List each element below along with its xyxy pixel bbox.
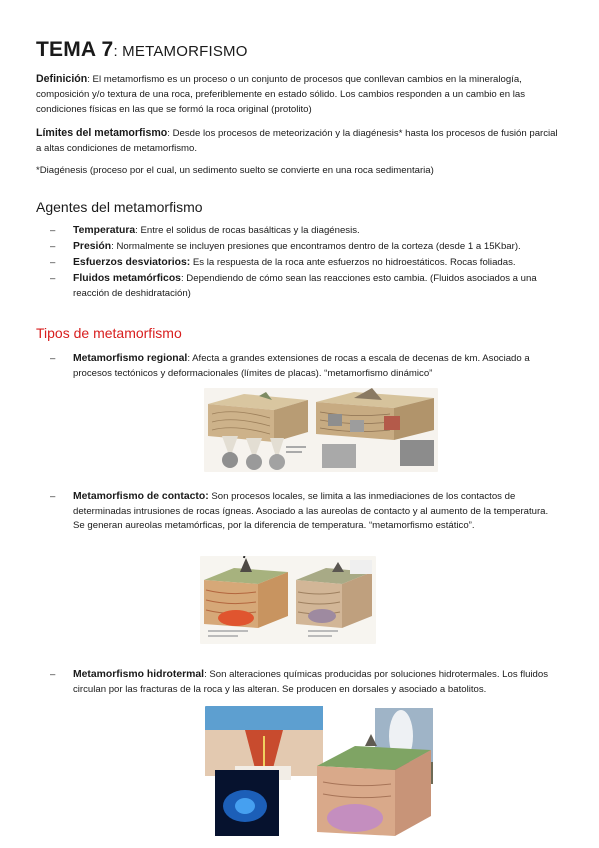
list-dash: – bbox=[50, 669, 56, 680]
page-title bbox=[36, 38, 248, 62]
type-text: Son procesos locales, se limita a las inmediaciones de los contactos de determinadas intrusiones de rocas ígneas. Asociado a las aureolas de contacto y al aumento de la temperatura. Se generan aureolas metamórficas, por la diferencia de temperatura. “metamorfismo estático”. bbox=[73, 491, 549, 531]
title-rest: : METAMORFISMO bbox=[113, 43, 248, 60]
list-dash: – bbox=[50, 353, 56, 364]
agent-label: Temperatura bbox=[73, 225, 136, 236]
list-dash: – bbox=[50, 273, 56, 284]
agent-item bbox=[50, 256, 563, 271]
definition-paragraph bbox=[36, 72, 564, 117]
agent-label: Esfuerzos desviatorios: bbox=[73, 257, 191, 268]
type-label: Metamorfismo de contacto: bbox=[73, 491, 209, 502]
definition-text: : El metamorfismo es un proceso o un conjunto de procesos que conllevan cambios en la mineralogía, composición y/o textura de una roca, preferiblemente en estado sólido. Los cambios responden a un cambio en las condiciones físicas en las que se formó la roca original (protolito) bbox=[36, 74, 526, 115]
type-text: : Son alteraciones químicas producidas por soluciones hidrotermales. Los fluidos circulan por las fracturas de la roca y las alteran. Se producen en dorsales y asociado a batolitos. bbox=[73, 669, 549, 695]
limits-paragraph bbox=[36, 126, 564, 156]
type-label: Metamorfismo regional bbox=[73, 353, 188, 364]
type-item-regional bbox=[50, 352, 558, 381]
type-text: : Afecta a grandes extensiones de rocas a escala de decenas de km. Asociado a procesos tectónicos y deformacionales (límites de placas). “metamorfismo dinámico” bbox=[73, 353, 530, 379]
list-dash: – bbox=[50, 241, 56, 252]
agent-text: : Entre el solidus de rocas basálticas y la diagénesis. bbox=[135, 225, 360, 236]
type-item-hydrothermal bbox=[50, 668, 558, 697]
contact-metamorphism-figure bbox=[200, 556, 376, 644]
list-dash: – bbox=[50, 491, 56, 502]
hydrothermal-metamorphism-figure bbox=[205, 706, 433, 838]
agent-text: : Normalmente se incluyen presiones que encontramos dentro de la corteza (desde 1 a 15Kbar). bbox=[111, 241, 521, 252]
type-label: Metamorfismo hidrotermal bbox=[73, 669, 205, 680]
types-heading: Tipos de metamorfismo bbox=[36, 325, 182, 341]
limits-label: Límites del metamorfismo bbox=[36, 127, 168, 139]
regional-metamorphism-figure bbox=[204, 388, 438, 472]
agent-item bbox=[50, 240, 563, 255]
definition-label: Definición bbox=[36, 73, 88, 85]
agent-label: Fluidos metamórficos bbox=[73, 273, 181, 284]
type-item-contact bbox=[50, 490, 558, 534]
agent-item bbox=[50, 272, 558, 301]
agent-text: Es la respuesta de la roca ante esfuerzos no hidroestáticos. Rocas foliadas. bbox=[190, 257, 516, 268]
list-dash: – bbox=[50, 225, 56, 236]
title-bold: TEMA 7 bbox=[36, 38, 114, 61]
footnote: *Diagénesis (proceso por el cual, un sedimento suelto se convierte en una roca sedimentaria) bbox=[36, 165, 434, 176]
limits-text: : Desde los procesos de meteorización y la diagénesis* hasta los procesos de fusión parcial a altas condiciones de metamorfismo. bbox=[36, 128, 558, 154]
agents-heading: Agentes del metamorfismo bbox=[36, 199, 203, 215]
list-dash: – bbox=[50, 257, 56, 268]
agent-label: Presión bbox=[73, 241, 112, 252]
agent-text: : Dependiendo de cómo sean las reacciones esto cambia. (Fluidos asociados a una reacción de deshidratación) bbox=[73, 273, 537, 299]
agent-item bbox=[50, 224, 563, 239]
